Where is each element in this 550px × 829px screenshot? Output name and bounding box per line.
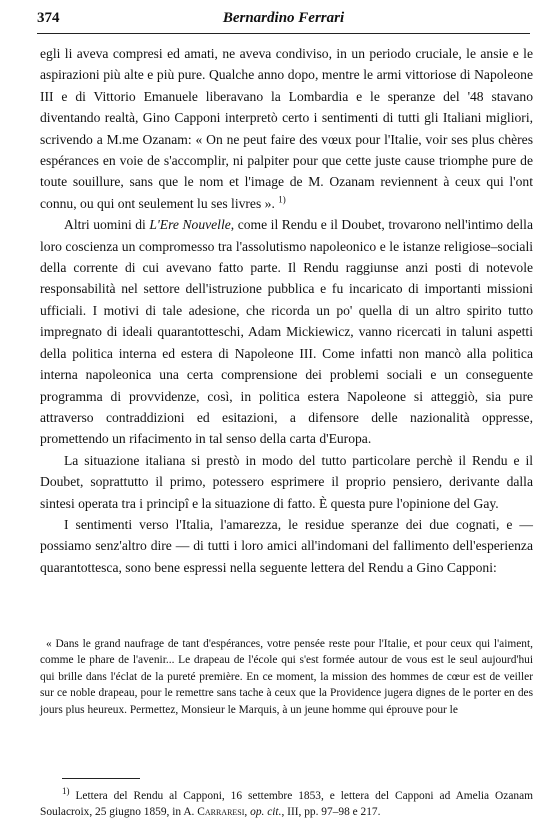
paragraph-2-text: , come il Rendu e il Doubet, trovarono nell'intimo della loro coscienza un compromesso tra l'assolutismo napoleonico e le istanze religiose–sociali della corrente di cui avevano fatto parte. Il Rendu raggiunse anzi posti di notevole responsabilità nel settore dell'istruzione pubblica e fu incaricato di importanti missioni ufficiali. I motivi di tale adesione, che ricorda un po' quella di un altro spirito tutto impregnato di ideali quarantotteschi, Adam Mickiewicz, vanno ricercati in taluni aspetti della politica interna ed estera di Napoleone III. Come infatti non mancò alla politica interna napoleonica una certa comprensione dei problemi sociali e un conseguente programma di provvidenze, così, in politica estera Napoleone si atteggiò, sia pure attraverso contraddizioni ed esitazioni, a difensore delle nazionalità oppresse, promettendo un rifacimento in tal senso della carta d'Europa. [40, 217, 533, 447]
footnote-mid: , [244, 806, 251, 818]
footnote-mark: 1) [62, 786, 70, 797]
footnote-rule [62, 778, 140, 779]
paragraph-2-lead: Altri uomini di [64, 217, 150, 233]
header-rule [37, 33, 530, 34]
paragraph-4: I sentimenti verso l'Italia, l'amarezza, le residue speranze dei due cognati, e — possiamo senz'altro dire — di tutti i loro amici all'indomani del fallimento dell'esperienza quarantottesca, sono bene espressi nella seguente lettera del Rendu a Gino Capponi: [40, 516, 533, 575]
footnote [40, 788, 533, 820]
footnote-lead: Lettera del Rendu al Capponi, 16 settembre 1853, e lettera del Capponi ad Amelia Ozanam Soulacroix, 25 giugno 1859, in A. [40, 790, 533, 818]
footnote-tail: , III, pp. 97–98 e 217. [281, 806, 381, 818]
footnote-op-cit: op. cit. [250, 806, 282, 818]
page-header [37, 6, 530, 32]
paragraph-3: La situazione italiana si prestò in modo del tutto particolare perchè il Rendu e il Doubet, soprattutto il primo, potessero esprimere il proprio pensiero, derivante dalla sintesi operata tra i principî e la situazione di fatto. È questa pure l'opinione del Gay. [40, 452, 533, 511]
footnote-reference: 1) [278, 194, 286, 205]
page-number: 374 [37, 10, 60, 26]
main-text [40, 43, 533, 578]
quote-text: « Dans le grand naufrage de tant d'espérances, votre pensée reste pour l'Italie, et pour ceux qui l'aiment, comme le phare de l'avenir... Le drapeau de l'école qui s'est formée autour de vous est le seul aujourd'hui qui brille dans l'éclat de la pureté première. En ce moment, la mission des hommes de cœur est de veiller sur ce noble drapeau, pour le remettre sans tache à ceux que la Providence jugera dignes de le porter en des jours plus heureux. Permettez, Monsieur le Marquis, à un jeune homme qui éprouve pour le [40, 638, 533, 716]
paragraph-1 [40, 43, 533, 214]
footnote-author: Carraresi [197, 806, 245, 818]
paragraph-1-text: egli li aveva compresi ed amati, ne aveva condiviso, in un periodo cruciale, le ansie e le aspirazioni più alte e più pure. Qualche anno dopo, mentre le armi vittoriose di Napoleone III e di Vittorio Emanuele liberavano la Lombardia e le speranze del '48 stavano diventando realtà, Gino Capponi interpretò certo i sentimenti di tutti gli Italiani migliori, scrivendo a M.me Ozanam: « On ne peut faire des vœux pour l'Italie, voir ses plus chères espérances en voie de s'accomplir, ni palpiter pour que cette juste cause triomphe pure de toute souillure, sans que le nom et l'image de M. Ozanam reviennent à ceux qui l'ont connu, ou qui ont seulement lu ses livres ». [40, 46, 533, 211]
footnote-paragraph [40, 788, 533, 820]
work-title: L'Ere Nouvelle [149, 217, 231, 233]
running-title: Bernardino Ferrari [222, 10, 345, 26]
block-quote [40, 636, 533, 718]
paragraph-2 [40, 214, 533, 449]
